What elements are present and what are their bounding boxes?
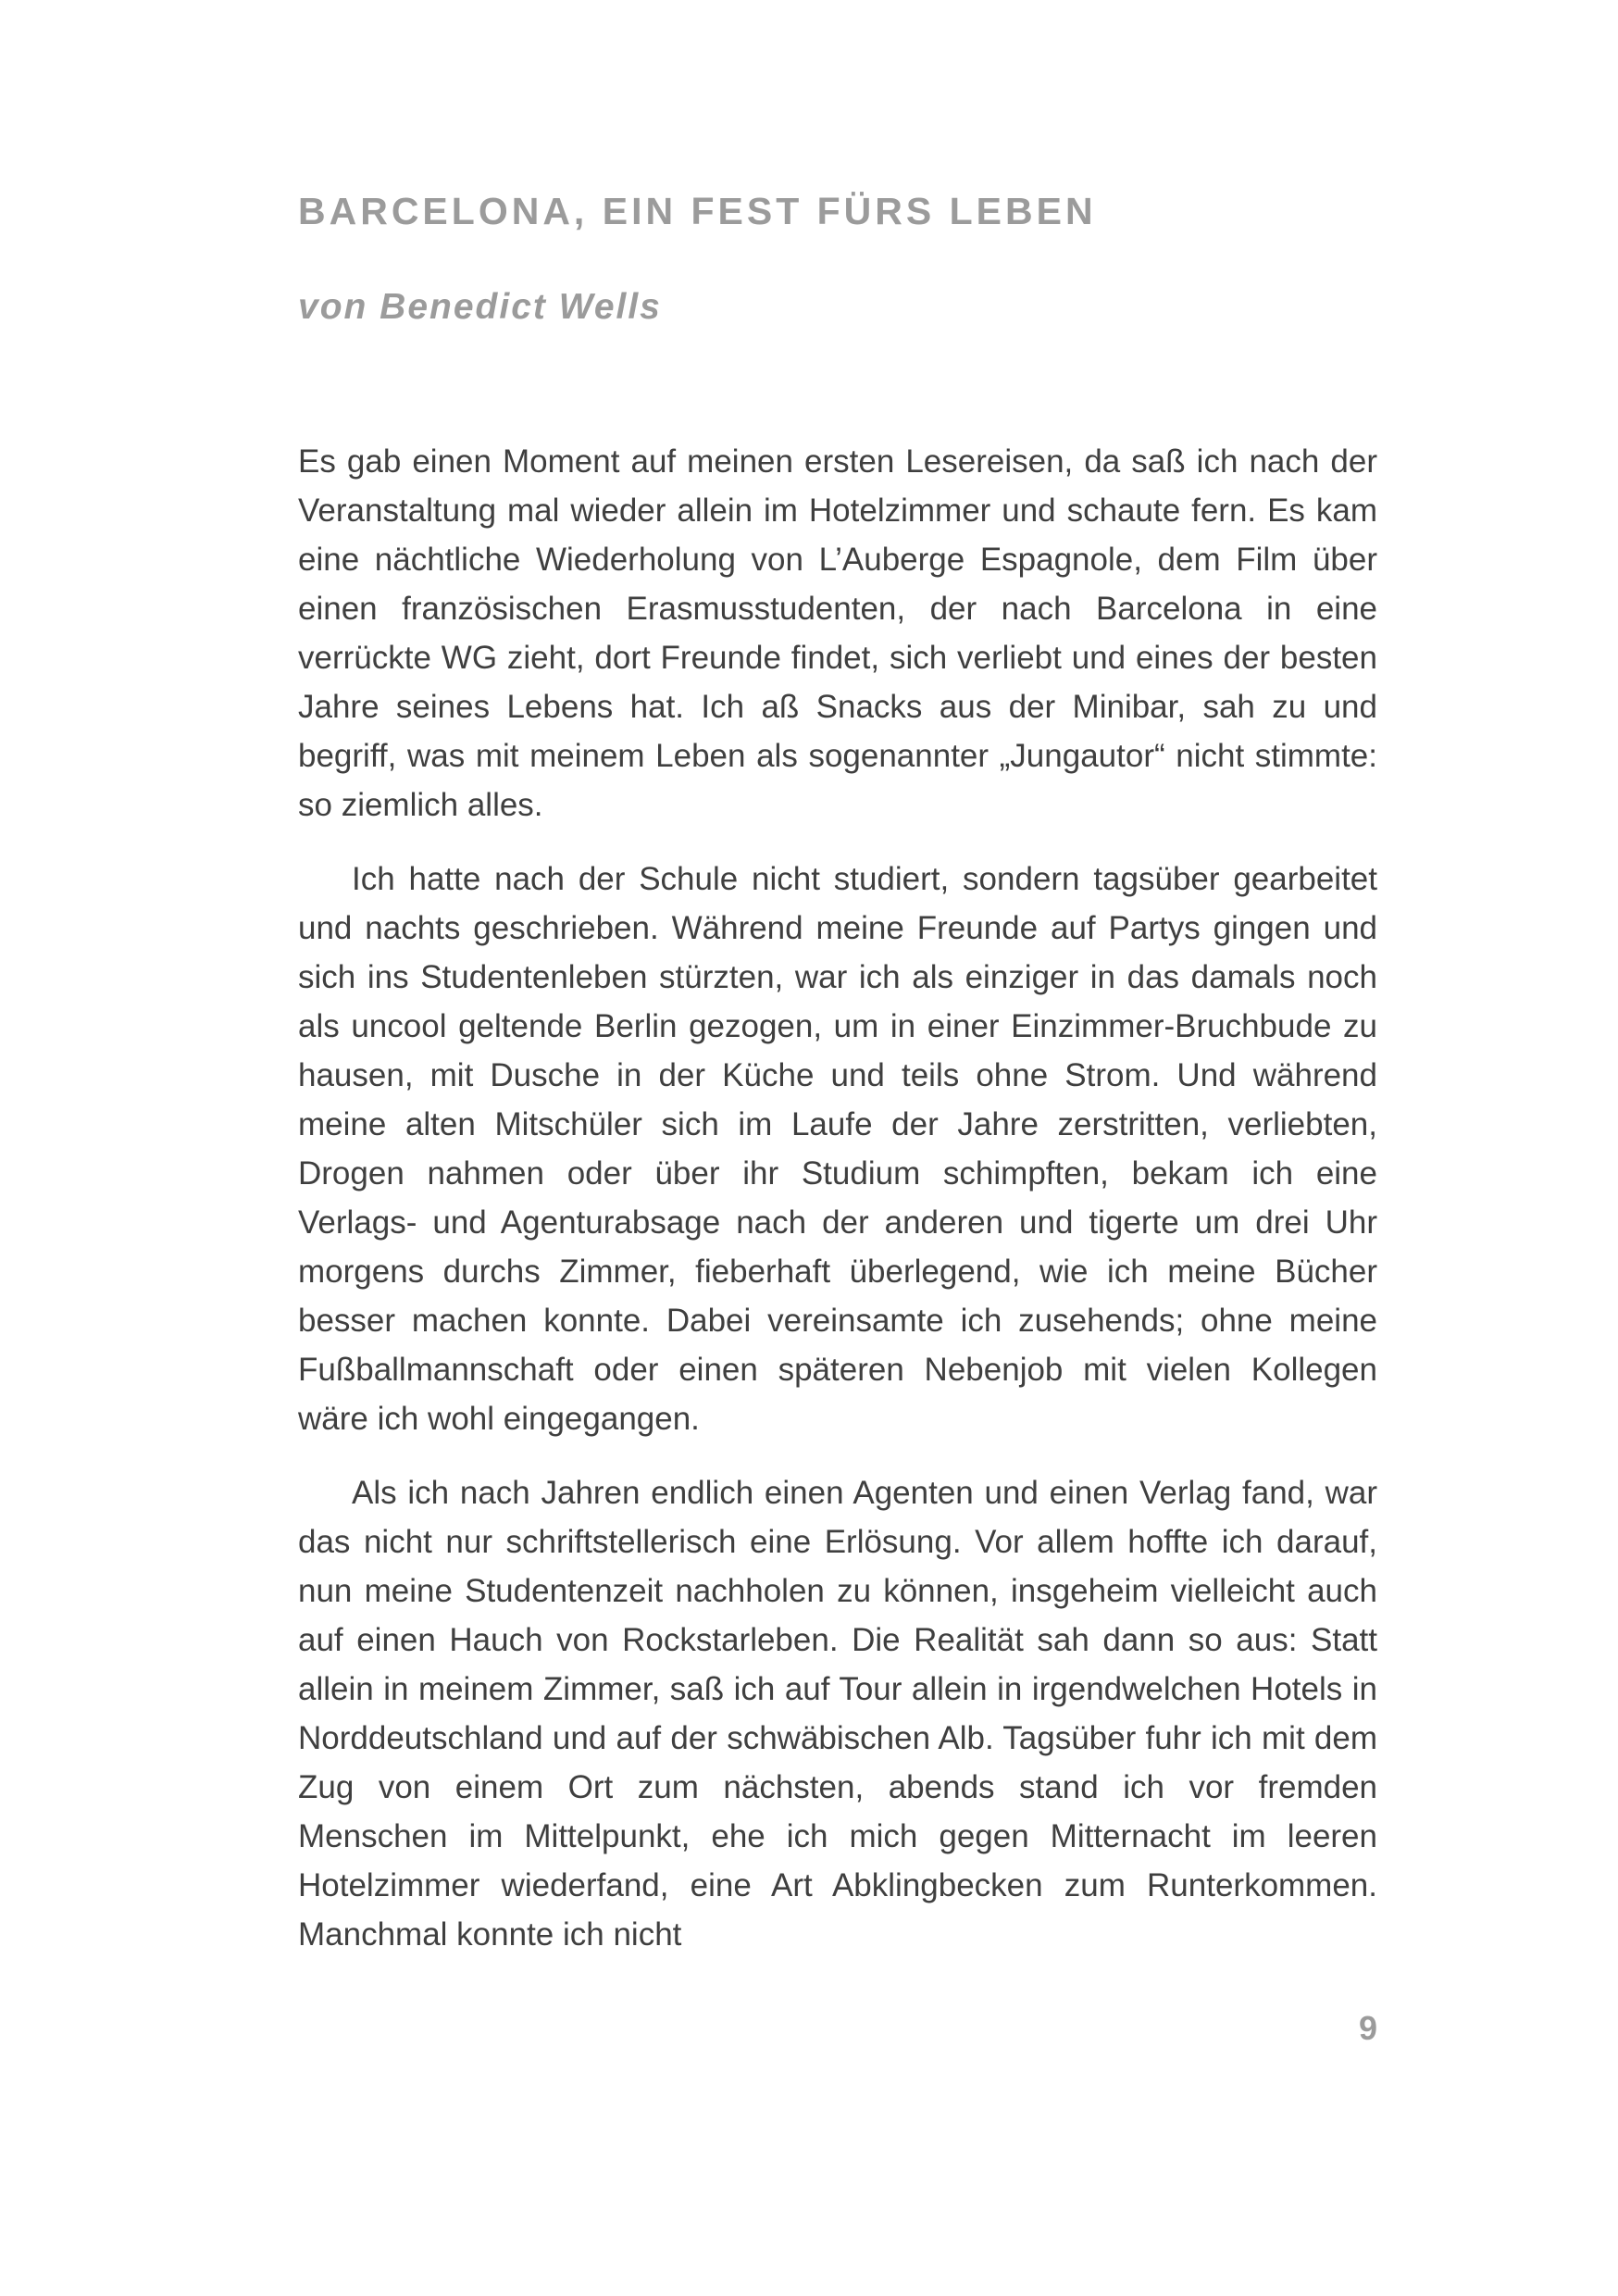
page-title: BARCELONA, EIN FEST FÜRS LEBEN xyxy=(298,190,1097,232)
paragraph-2: Ich hatte nach der Schule nicht studiert, sondern tagsüber gearbeitet und nachts geschrieben. Während meine Freunde auf Partys gingen und sich ins Studentenleben stürzten, war ich als einziger in das damals noch als uncool geltende Berlin gezogen, um in einer Einzimmer-Bruchbude zu hausen, mit Dusche in der Küche und teils ohne Strom. Und während meine alten Mitschüler sich im Laufe der Jahre zerstritten, verliebten, Drogen nahmen oder über ihr Studium schimpften, bekam ich eine Verlags- und Agenturabsage nach der anderen und tigerte um drei Uhr morgens durchs Zimmer, fieberhaft überlegend, wie ich meine Bücher besser machen konnte. Dabei vereinsamte ich zusehends; ohne meine Fußballmannschaft oder einen späteren Nebenjob mit vielen Kollegen wäre ich wohl eingegangen. xyxy=(298,861,1377,1437)
page-number: 9 xyxy=(1358,2009,1377,2047)
paragraph-1: Es gab einen Moment auf meinen ersten Lesereisen, da saß ich nach der Veranstaltung mal wieder allein im Hotelzimmer und schaute fern. Es kam eine nächtliche Wiederholung von L’Auberge Espagnole, dem Film über einen französischen Erasmusstudenten, der nach Barcelona in eine verrückte WG zieht, dort Freunde findet, sich verliebt und eines der besten Jahre seines Lebens hat. Ich aß Snacks aus der Minibar, sah zu und begriff, was mit meinem Leben als sogenannter „Jungautor“ nicht stimmte: so ziemlich alles. xyxy=(298,443,1377,823)
author-line: von Benedict Wells xyxy=(298,287,662,327)
text-block xyxy=(298,190,1377,1984)
article-body xyxy=(298,437,1377,1959)
paragraph-3: Als ich nach Jahren endlich einen Agenten und einen Verlag fand, war das nicht nur schriftstellerisch eine Erlösung. Vor allem hoffte ich darauf, nun meine Studentenzeit nachholen zu können, insgeheim vielleicht auch auf einen Hauch von Rockstarleben. Die Realität sah dann so aus: Statt allein in meinem Zimmer, saß ich auf Tour allein in irgendwelchen Hotels in Norddeutschland und auf der schwäbischen Alb. Tagsüber fuhr ich mit dem Zug von einem Ort zum nächsten, abends stand ich vor fremden Menschen im Mittelpunkt, ehe ich mich gegen Mitternacht im leeren Hotelzimmer wiederfand, eine Art Abklingbecken zum Runterkommen. Manchmal konnte ich nicht xyxy=(298,1475,1377,1953)
